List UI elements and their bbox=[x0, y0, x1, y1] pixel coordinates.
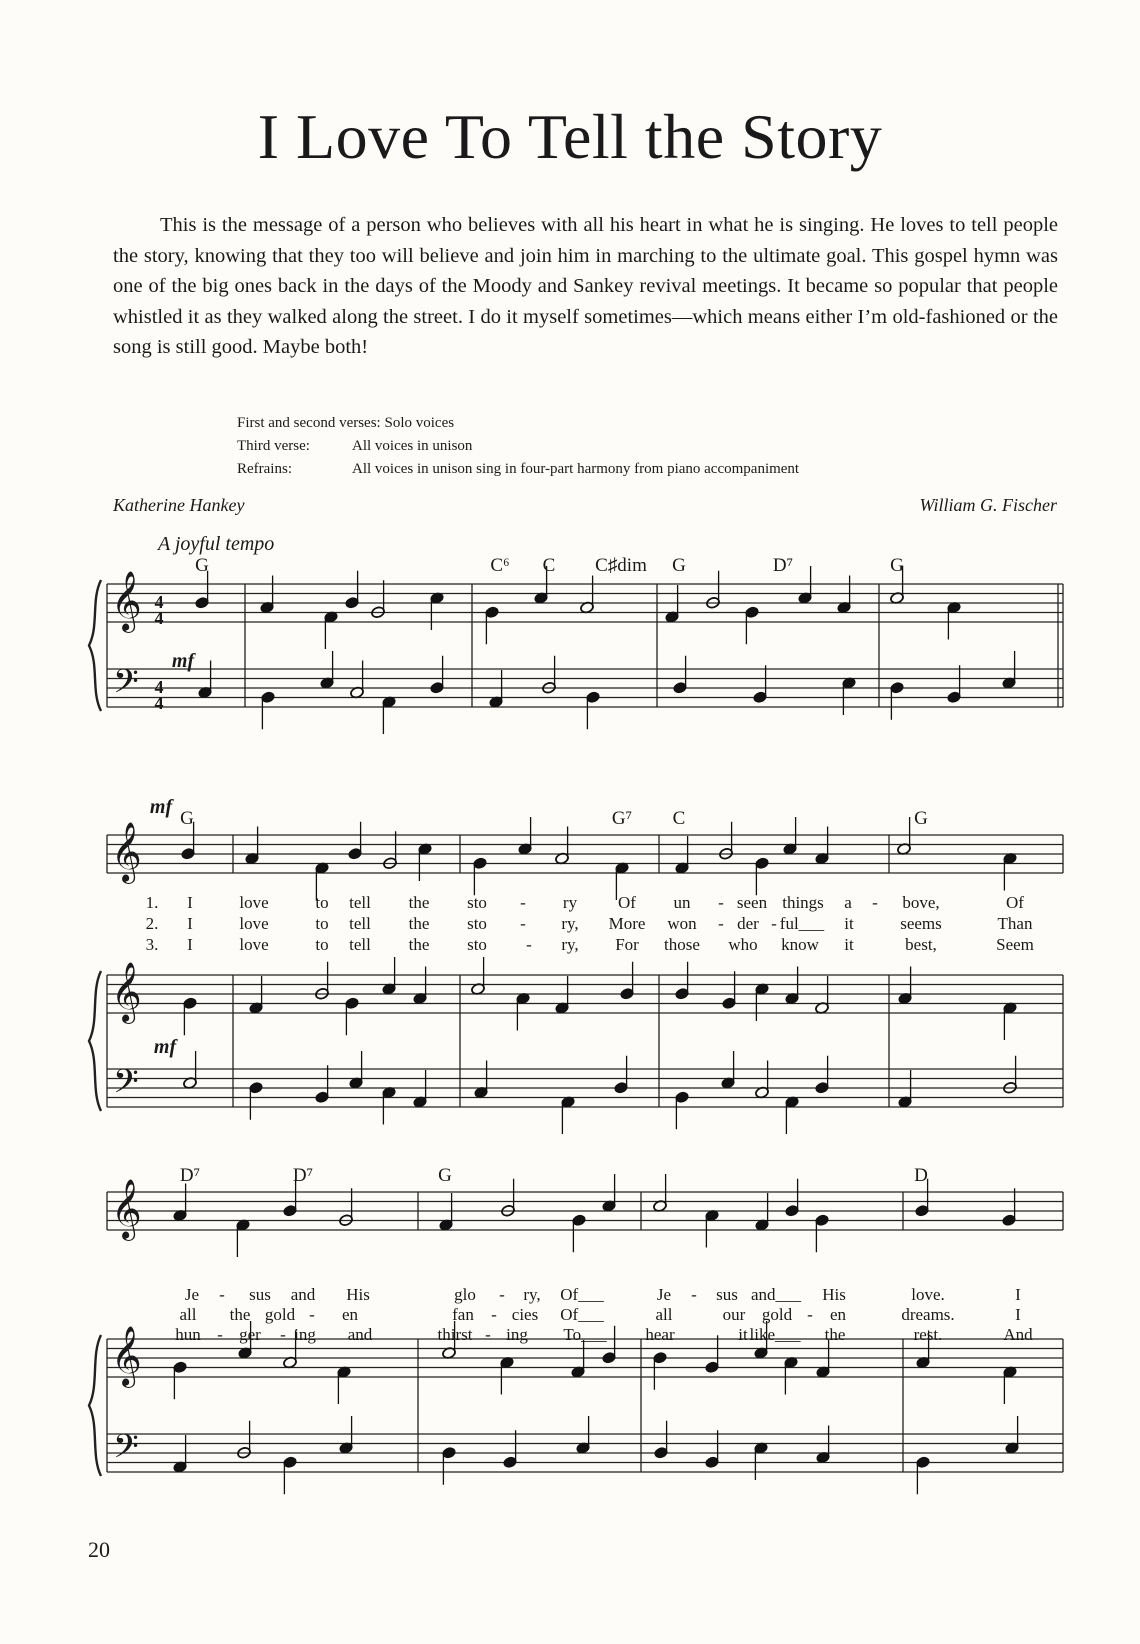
note bbox=[348, 822, 363, 860]
lyric-syllable: I bbox=[187, 914, 193, 933]
note bbox=[620, 962, 635, 1000]
lyric-syllable: hear bbox=[645, 1325, 675, 1344]
lyric-syllable: I bbox=[1015, 1305, 1021, 1324]
note bbox=[350, 661, 365, 699]
lyric-syllable: know bbox=[781, 935, 819, 954]
treble-clef-icon: 𝄞 bbox=[111, 824, 142, 881]
lyric-syllable: tell bbox=[349, 914, 371, 933]
lyric-syllable: More bbox=[608, 914, 646, 933]
note bbox=[195, 571, 210, 609]
note bbox=[783, 817, 798, 855]
lyric-syllable: to bbox=[315, 914, 329, 933]
lyric-syllable: the bbox=[408, 893, 430, 912]
note bbox=[413, 1070, 428, 1108]
lyric-syllable: thirst bbox=[437, 1325, 473, 1344]
chord-symbol: G bbox=[180, 808, 194, 829]
note bbox=[198, 661, 213, 699]
note bbox=[183, 997, 198, 1035]
treble-clef-icon: 𝄞 bbox=[111, 1181, 142, 1238]
note bbox=[503, 1430, 518, 1468]
chord-symbol: G bbox=[195, 555, 209, 576]
note bbox=[755, 857, 770, 895]
lyric-syllable: sus bbox=[716, 1285, 738, 1304]
note bbox=[947, 665, 962, 703]
chord-symbol: G bbox=[438, 1165, 452, 1186]
note bbox=[653, 1174, 668, 1212]
lyric-syllable: - bbox=[872, 893, 878, 912]
note bbox=[705, 1209, 720, 1247]
lyric-syllable: sto bbox=[467, 914, 487, 933]
note bbox=[349, 1051, 364, 1089]
note bbox=[785, 967, 800, 1005]
note bbox=[653, 1351, 668, 1389]
note bbox=[245, 827, 260, 865]
lyric-syllable: Of___ bbox=[560, 1285, 604, 1304]
lyric-syllable: the bbox=[408, 935, 430, 954]
lyric-syllable: der bbox=[737, 914, 759, 933]
lyric-syllable: ry, bbox=[561, 914, 579, 933]
lyric-syllable: won bbox=[667, 914, 697, 933]
lyric-syllable: sto bbox=[467, 935, 487, 954]
lyric-syllable: Of bbox=[1006, 893, 1024, 912]
chord-symbol: C bbox=[542, 555, 556, 576]
lyric-syllable: our bbox=[722, 1305, 746, 1324]
lyric-syllable: en bbox=[829, 1305, 847, 1324]
note bbox=[315, 1065, 330, 1103]
lyric-syllable: - bbox=[526, 935, 532, 954]
note bbox=[413, 967, 428, 1005]
page-title: I Love To Tell the Story bbox=[257, 101, 883, 172]
note bbox=[815, 976, 830, 1014]
lyric-syllable: 1. bbox=[145, 893, 159, 912]
bass-clef-icon: 𝄢 bbox=[113, 663, 139, 708]
note bbox=[705, 1335, 720, 1373]
note bbox=[916, 1456, 931, 1494]
lyricist-credit: Katherine Hankey bbox=[113, 495, 245, 515]
note bbox=[382, 957, 397, 995]
chord-symbol: D bbox=[914, 1165, 928, 1186]
lyric-syllable: cies bbox=[511, 1305, 539, 1324]
lyric-syllable: - bbox=[219, 1285, 225, 1304]
lyric-syllable: ry bbox=[562, 893, 578, 912]
note bbox=[721, 1051, 736, 1089]
performance-value: All voices in unison sing in four-part harmony from piano accompaniment bbox=[352, 461, 800, 477]
lyric-syllable: hun bbox=[175, 1325, 201, 1344]
lyric-syllable: - bbox=[499, 1285, 505, 1304]
treble-clef-icon: 𝄞 bbox=[111, 964, 142, 1021]
lyric-syllable: - bbox=[491, 1305, 497, 1324]
lyric-syllable: all bbox=[655, 1305, 673, 1324]
intro-paragraph: This is the message of a person who believes with all his heart in what he is singing. He loves to tell people the story, knowing that they too will believe and join him in marching to the ultimate goal. This gospel hymn was one of the big ones back in the days of the Moody and Sankey revival meetings. It became so popular that people whistled it as they walked along the street. I do it myself sometimes—which means either I’m old-fashioned or the song is still good. Maybe both! bbox=[113, 214, 1058, 358]
brace bbox=[89, 971, 101, 1111]
note bbox=[339, 1416, 354, 1454]
lyric-syllable: en bbox=[341, 1305, 359, 1324]
lyric-syllable: - bbox=[485, 1325, 491, 1344]
chord-symbol: C♯dim bbox=[595, 555, 647, 576]
lyric-syllable: sus bbox=[249, 1285, 271, 1304]
note bbox=[745, 606, 760, 644]
lyric-syllable: I bbox=[187, 935, 193, 954]
note bbox=[898, 967, 913, 1005]
note bbox=[580, 576, 595, 614]
note bbox=[337, 1366, 352, 1404]
lyric-syllable: I bbox=[1015, 1285, 1021, 1304]
lyric-syllable: And bbox=[1003, 1325, 1033, 1344]
note bbox=[418, 843, 433, 881]
lyric-syllable: - bbox=[520, 893, 526, 912]
lyric-syllable: Je bbox=[656, 1285, 672, 1304]
note bbox=[816, 1426, 831, 1464]
note bbox=[1003, 852, 1018, 890]
note bbox=[614, 1056, 629, 1094]
note bbox=[815, 1056, 830, 1094]
note bbox=[897, 817, 912, 855]
lyric-syllable: un bbox=[673, 893, 691, 912]
note bbox=[1003, 1366, 1018, 1404]
lyric-syllable: tell bbox=[349, 935, 371, 954]
note bbox=[173, 1361, 188, 1399]
note bbox=[675, 836, 690, 874]
performance-label: Refrains: bbox=[237, 461, 292, 477]
chord-symbol: C bbox=[672, 808, 686, 829]
note bbox=[236, 1219, 251, 1257]
note bbox=[785, 1096, 800, 1134]
note bbox=[430, 656, 445, 694]
note bbox=[561, 1096, 576, 1134]
note bbox=[260, 576, 275, 614]
note bbox=[754, 1442, 769, 1480]
note bbox=[485, 606, 500, 644]
note bbox=[675, 1091, 690, 1129]
note bbox=[518, 817, 533, 855]
lyric-syllable: Seem bbox=[996, 935, 1034, 954]
lyric-syllable: Je bbox=[184, 1285, 200, 1304]
performance-value: All voices in unison bbox=[352, 438, 473, 454]
note bbox=[345, 571, 360, 609]
lyric-syllable: bove, bbox=[902, 893, 940, 912]
note bbox=[837, 576, 852, 614]
lyric-syllable: all bbox=[179, 1305, 197, 1324]
note bbox=[324, 611, 339, 649]
lyric-syllable: like___ bbox=[749, 1325, 801, 1344]
lyric-syllable: - bbox=[718, 893, 724, 912]
note bbox=[890, 681, 905, 719]
note bbox=[665, 585, 680, 623]
note bbox=[753, 665, 768, 703]
lyric-syllable: those bbox=[664, 935, 700, 954]
lyric-syllable: to bbox=[315, 893, 329, 912]
lyric-syllable: I bbox=[187, 893, 193, 912]
chord-symbol: G bbox=[914, 808, 928, 829]
lyric-syllable: gold bbox=[761, 1305, 793, 1324]
lyric-syllable: sto bbox=[467, 893, 487, 912]
note bbox=[442, 1446, 457, 1484]
note bbox=[173, 1435, 188, 1473]
lyric-syllable: - bbox=[807, 1305, 813, 1324]
note bbox=[382, 1086, 397, 1124]
note bbox=[816, 1340, 831, 1378]
time-signature: 4 bbox=[154, 677, 164, 697]
note bbox=[473, 857, 488, 895]
note bbox=[555, 976, 570, 1014]
chord-symbol: G bbox=[672, 555, 686, 576]
note bbox=[705, 1430, 720, 1468]
bass-clef-icon: 𝄢 bbox=[113, 1063, 139, 1108]
dynamic-marking: mf bbox=[171, 650, 195, 672]
lyric-syllable: it bbox=[844, 914, 854, 933]
lyric-syllable: things bbox=[782, 893, 824, 912]
chord-symbol: D⁷ bbox=[179, 1165, 201, 1186]
note bbox=[1005, 1416, 1020, 1454]
note bbox=[320, 651, 335, 689]
note bbox=[755, 1061, 770, 1099]
lyric-syllable: love bbox=[239, 893, 269, 912]
note bbox=[815, 1214, 830, 1252]
performance-label: First and second verses: bbox=[237, 415, 381, 431]
performance-label: Third verse: bbox=[237, 438, 310, 454]
note bbox=[815, 827, 830, 865]
lyric-syllable: love bbox=[239, 914, 269, 933]
lyric-syllable: - bbox=[718, 914, 724, 933]
note bbox=[261, 691, 276, 729]
lyric-syllable: His bbox=[822, 1285, 846, 1304]
lyric-syllable: Than bbox=[997, 914, 1033, 933]
brace bbox=[89, 1335, 101, 1476]
note bbox=[173, 1184, 188, 1222]
lyric-syllable: to bbox=[315, 935, 329, 954]
lyric-syllable: dreams. bbox=[901, 1305, 955, 1324]
note bbox=[576, 1416, 591, 1454]
lyric-syllable: it bbox=[738, 1325, 748, 1344]
lyric-syllable: a bbox=[844, 893, 852, 912]
lyric-syllable: Of___ bbox=[560, 1305, 604, 1324]
lyric-syllable: 3. bbox=[145, 935, 159, 954]
lyric-syllable: seen bbox=[736, 893, 768, 912]
note bbox=[430, 592, 445, 630]
note bbox=[898, 1070, 913, 1108]
lyric-syllable: it bbox=[844, 935, 854, 954]
page-number: 20 bbox=[88, 1537, 110, 1562]
lyric-syllable: ful___ bbox=[779, 914, 825, 933]
note bbox=[798, 566, 813, 604]
note bbox=[947, 601, 962, 639]
note bbox=[571, 1340, 586, 1378]
note bbox=[654, 1421, 669, 1459]
lyric-syllable: and___ bbox=[750, 1285, 802, 1304]
note bbox=[572, 1214, 587, 1252]
note bbox=[784, 1356, 799, 1394]
note bbox=[586, 691, 601, 729]
dynamic-marking: mf bbox=[149, 796, 173, 818]
lyric-syllable: - bbox=[309, 1305, 315, 1324]
note bbox=[516, 992, 531, 1030]
lyric-syllable: ing bbox=[294, 1325, 316, 1344]
dynamic-marking: mf bbox=[153, 1036, 177, 1058]
chord-symbol: C⁶ bbox=[490, 555, 510, 576]
note bbox=[345, 997, 360, 1035]
performance-value: Solo voices bbox=[384, 415, 455, 431]
note bbox=[474, 1061, 489, 1099]
note bbox=[283, 1456, 298, 1494]
lyric-syllable: seems bbox=[900, 914, 942, 933]
lyric-syllable: love. bbox=[911, 1285, 945, 1304]
lyric-syllable: ing bbox=[506, 1325, 528, 1344]
note bbox=[602, 1174, 617, 1212]
lyric-syllable: tell bbox=[349, 893, 371, 912]
time-signature: 4 bbox=[154, 693, 164, 713]
tempo-marking: A joyful tempo bbox=[158, 533, 275, 555]
chord-symbol: G bbox=[890, 555, 904, 576]
lyric-syllable: His bbox=[346, 1285, 370, 1304]
time-signature: 4 bbox=[154, 592, 164, 612]
note bbox=[842, 677, 857, 715]
note bbox=[755, 1193, 770, 1231]
treble-clef-icon: 𝄞 bbox=[111, 1328, 142, 1385]
lyric-syllable: ry, bbox=[523, 1285, 541, 1304]
lyric-syllable: who bbox=[728, 935, 758, 954]
note bbox=[183, 1051, 198, 1089]
lyric-syllable: - bbox=[691, 1285, 697, 1304]
lyric-syllable: For bbox=[615, 935, 639, 954]
note bbox=[675, 962, 690, 1000]
note bbox=[785, 1179, 800, 1217]
lyric-syllable: Of bbox=[618, 893, 636, 912]
time-signature: 4 bbox=[154, 608, 164, 628]
chord-symbol: G⁷ bbox=[611, 808, 633, 829]
chord-symbol: D⁷ bbox=[292, 1165, 314, 1186]
lyric-syllable: and bbox=[347, 1325, 373, 1344]
lyric-syllable: ger bbox=[239, 1325, 261, 1344]
note bbox=[382, 696, 397, 734]
lyric-syllable: gold bbox=[264, 1305, 296, 1324]
lyric-syllable: 2. bbox=[145, 914, 159, 933]
lyric-syllable: - bbox=[520, 914, 526, 933]
lyric-syllable: love bbox=[239, 935, 269, 954]
note bbox=[249, 1081, 264, 1119]
lyric-syllable: and bbox=[290, 1285, 316, 1304]
bass-clef-icon: 𝄢 bbox=[113, 1428, 139, 1473]
note bbox=[1003, 1002, 1018, 1040]
composer-credit: William G. Fischer bbox=[919, 495, 1057, 515]
treble-clef-icon: 𝄞 bbox=[111, 573, 142, 630]
lyric-syllable: fan bbox=[452, 1305, 474, 1324]
lyric-syllable: the bbox=[408, 914, 430, 933]
note bbox=[1002, 651, 1017, 689]
lyric-syllable: - bbox=[771, 914, 777, 933]
note bbox=[439, 1193, 454, 1231]
brace bbox=[89, 580, 101, 711]
note bbox=[555, 827, 570, 865]
chord-symbol: D⁷ bbox=[772, 555, 794, 576]
lyric-syllable: best, bbox=[905, 935, 937, 954]
lyric-syllable: the bbox=[824, 1325, 846, 1344]
lyric-syllable: the bbox=[229, 1305, 251, 1324]
note bbox=[471, 957, 486, 995]
note bbox=[500, 1356, 515, 1394]
note bbox=[249, 976, 264, 1014]
lyric-syllable: rest. bbox=[913, 1325, 943, 1344]
bass-staff bbox=[107, 669, 1063, 707]
lyric-syllable: To___ bbox=[563, 1325, 607, 1344]
lyric-syllable: ry, bbox=[561, 935, 579, 954]
note bbox=[1002, 1188, 1017, 1226]
note bbox=[755, 983, 770, 1021]
lyric-syllable: - bbox=[280, 1325, 286, 1344]
note bbox=[489, 670, 504, 708]
lyric-syllable: - bbox=[217, 1325, 223, 1344]
lyric-syllable: glo bbox=[454, 1285, 476, 1304]
note bbox=[673, 656, 688, 694]
note bbox=[722, 971, 737, 1009]
